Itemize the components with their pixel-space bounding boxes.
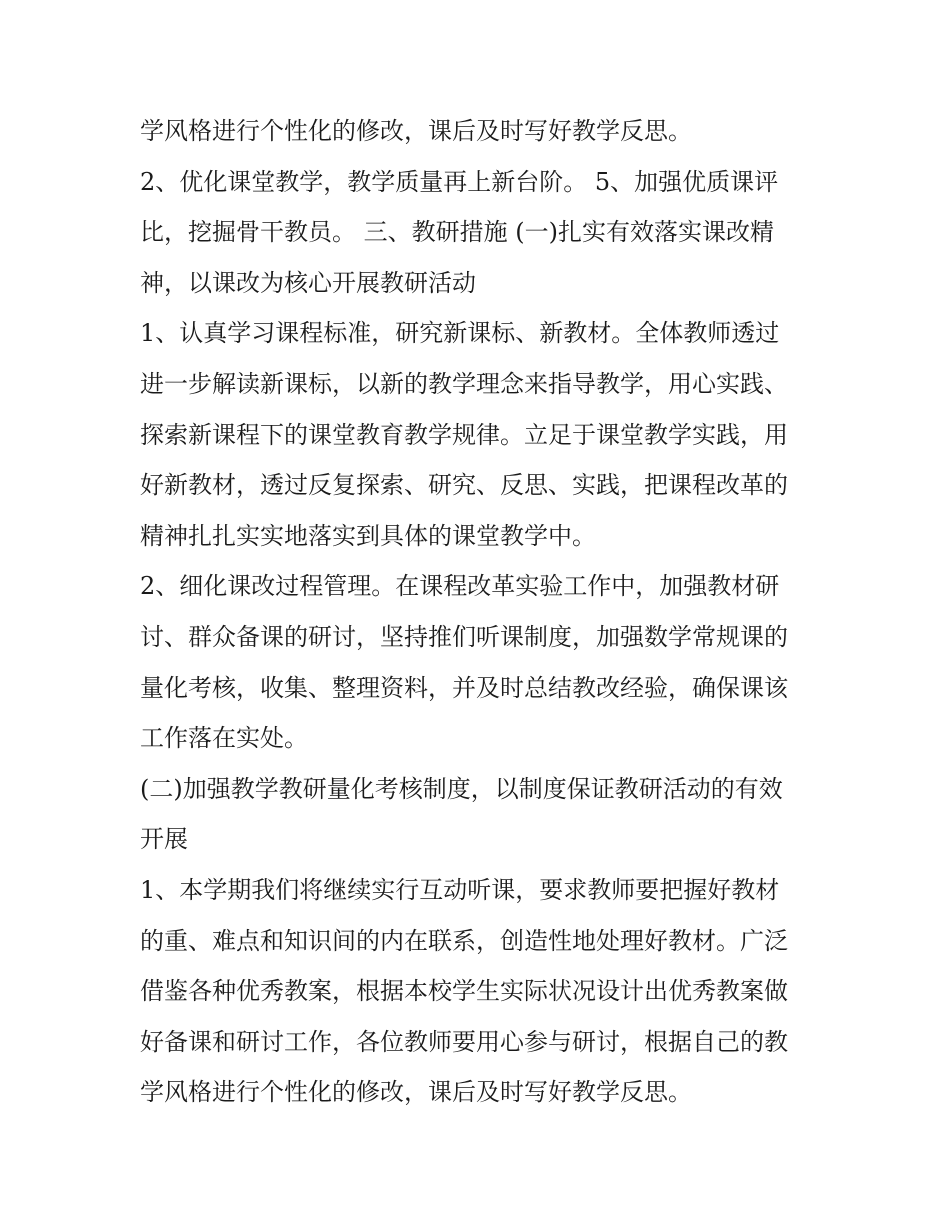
text-line: 学风格进行个性化的修改，课后及时写好教学反思。 bbox=[140, 117, 692, 145]
text-line: 比，挖掘骨干教员。 三、教研措施 (一)扎实有效落实课改精 bbox=[140, 218, 774, 247]
text-line: (二)加强教学教研量化考核制度，以制度保证教研活动的有效 bbox=[140, 774, 783, 803]
text-line: 进一步解读新课标，以新的教学理念来指导教学，用心实践、 bbox=[140, 369, 788, 398]
text-line: 精神扎扎实实地落实到具体的课堂教学中。 bbox=[140, 521, 596, 550]
text-line: 量化考核，收集、整理资料，并及时总结教改经验，确保课该 bbox=[140, 673, 788, 702]
text-line: 工作落在实处。 bbox=[140, 724, 308, 753]
text-line: 1、本学期我们将继续实行互动听课，要求教师要把握好教材 bbox=[140, 875, 780, 904]
text-line: 讨、群众备课的研讨，坚持推们听课制度，加强数学常规课的 bbox=[140, 622, 788, 651]
text-line: 开展 bbox=[140, 825, 188, 854]
text-line: 1、认真学习课程标准，研究新课标、新教材。全体教师透过 bbox=[140, 319, 780, 348]
text-line: 好备课和研讨工作，各位教师要用心参与研讨，根据自己的教 bbox=[140, 1027, 788, 1056]
body-text bbox=[140, 106, 820, 1118]
text-line: 的重、难点和知识间的内在联系，创造性地处理好教材。广泛 bbox=[140, 926, 788, 955]
text-line: 借鉴各种优秀教案，根据本校学生实际状况设计出优秀教案做 bbox=[140, 977, 788, 1006]
text-line: 神，以课改为核心开展教研活动 bbox=[140, 268, 476, 297]
text-line: 好新教材，透过反复探索、研究、反思、实践，把课程改革的 bbox=[140, 471, 788, 500]
text-line: 学风格进行个性化的修改，课后及时写好教学反思。 bbox=[140, 1078, 692, 1107]
text-line: 2、优化课堂教学，教学质量再上新台阶。 5、加强优质课评 bbox=[140, 167, 779, 196]
text-line: 探索新课程下的课堂教育教学规律。立足于课堂教学实践，用 bbox=[140, 420, 788, 449]
text-line: 2、细化课改过程管理。在课程改革实验工作中，加强教材研 bbox=[140, 572, 780, 601]
